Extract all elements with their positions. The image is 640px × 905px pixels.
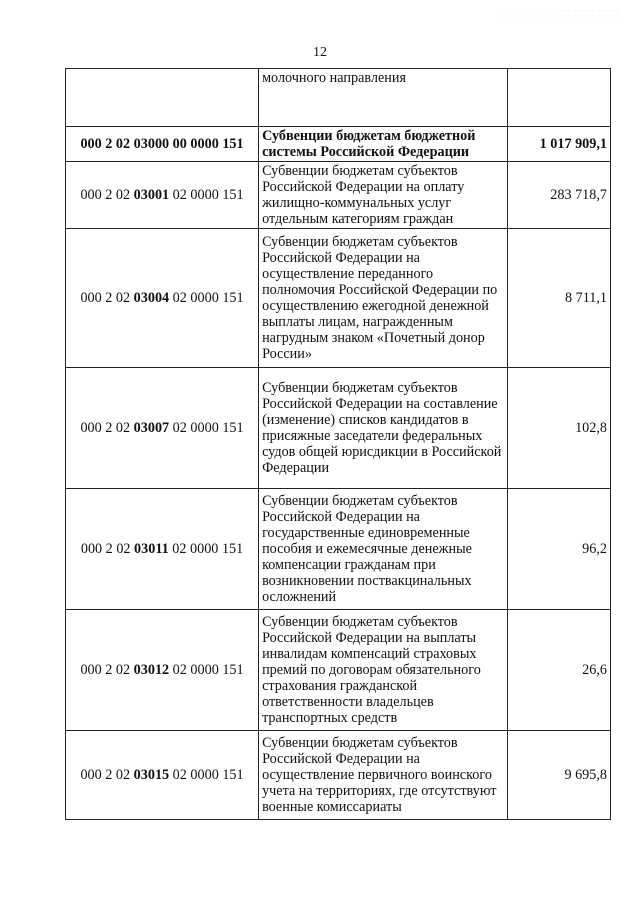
budget-code-prefix: 000 2 02: [80, 541, 135, 557]
budget-description-cell: [259, 229, 508, 368]
table-row: [66, 69, 611, 127]
budget-amount-cell: [508, 162, 611, 229]
budget-code-cell: [66, 368, 259, 489]
budget-amount-cell: [508, 368, 611, 489]
budget-description-cell: [259, 489, 508, 610]
table-row: [66, 489, 611, 610]
budget-code-prefix: 000 2 02: [80, 290, 134, 306]
scan-noise-mark: [502, 6, 622, 20]
budget-code-suffix: 02 0000 151: [169, 420, 244, 436]
budget-code-prefix: 000 2 02: [80, 187, 134, 203]
table-row: [66, 229, 611, 368]
budget-code-suffix: 02 0000 151: [169, 767, 244, 783]
budget-amount-cell: [508, 489, 611, 610]
budget-code-bold: 03004: [133, 290, 170, 306]
budget-description: Субвенции бюджетам субъектов Российской Федерации на составление (изменение) списков кандидатов в присяжные заседатели федеральных судов общей юрисдикции в Российской Федерации: [262, 380, 502, 476]
budget-code-cell: [66, 69, 259, 127]
budget-code-suffix: 02 0000 151: [169, 290, 244, 306]
budget-description-cell: [259, 127, 508, 162]
budget-code-prefix: 000 2 02: [80, 767, 134, 783]
budget-description: Субвенции бюджетам субъектов Российской Федерации на государственные единовременные пособия и ежемесячные денежные компенсации гражданам при возникновении поствакцинальных осложнений: [262, 493, 472, 605]
budget-description-cell: [259, 731, 508, 820]
budget-code-cell: [66, 610, 259, 731]
budget-description-cell: [259, 162, 508, 229]
budget-description: молочного направления: [262, 70, 406, 86]
budget-description-cell: [259, 610, 508, 731]
page-number: 12: [313, 45, 327, 60]
budget-code-cell: [66, 127, 259, 162]
budget-code-cell: [66, 229, 259, 368]
table-row: [66, 127, 611, 162]
budget-amount: 283 718,7: [550, 187, 607, 203]
budget-table: [65, 68, 611, 820]
table-row: [66, 731, 611, 820]
budget-description-cell: [259, 368, 508, 489]
budget-code-bold: 03012: [133, 662, 170, 678]
budget-amount: 9 695,8: [564, 767, 607, 783]
budget-amount: 102,8: [575, 420, 607, 436]
budget-description: Субвенции бюджетам субъектов Российской Федерации на осуществление переданного полномочия Российской Федерации по осуществлению ежегодной денежной выплаты лицам, награжденным нагрудным знаком «Почетный донор России»: [262, 234, 498, 362]
budget-code-cell: [66, 162, 259, 229]
budget-code-bold: 03007: [133, 420, 170, 436]
budget-code-suffix: 02 0000 151: [168, 541, 244, 557]
table-row: [66, 368, 611, 489]
table-row: [66, 162, 611, 229]
budget-amount: 96,2: [582, 541, 607, 557]
budget-amount-cell: [508, 610, 611, 731]
budget-amount-cell: [508, 127, 611, 162]
budget-code-prefix: 000 2 02: [80, 662, 134, 678]
budget-amount-cell: [508, 69, 611, 127]
budget-code-bold: 03001: [133, 187, 170, 203]
budget-code: 000 2 02 03000 00 0000 151: [80, 136, 244, 152]
budget-code-bold: 03015: [133, 767, 170, 783]
budget-code-cell: [66, 731, 259, 820]
budget-amount: 1 017 909,1: [539, 136, 607, 152]
budget-code-cell: [66, 489, 259, 610]
budget-description: Субвенции бюджетам субъектов Российской Федерации на оплату жилищно-коммунальных услуг отдельным категориям граждан: [262, 163, 465, 227]
budget-code-bold: 03011: [134, 541, 169, 557]
budget-code-prefix: 000 2 02: [80, 420, 134, 436]
budget-amount-cell: [508, 229, 611, 368]
table-row: [66, 610, 611, 731]
budget-amount: 26,6: [582, 662, 607, 678]
budget-amount-cell: [508, 731, 611, 820]
budget-code-suffix: 02 0000 151: [169, 662, 244, 678]
budget-description: Субвенции бюджетам субъектов Российской Федерации на осуществление первичного воинского учета на территориях, где отсутствуют военные комиссариаты: [262, 735, 497, 815]
budget-description: Субвенции бюджетам субъектов Российской Федерации на выплаты инвалидам компенсаций страховых премий по договорам обязательного страхования гражданской ответственности владельцев транспортных средств: [262, 614, 481, 726]
budget-description: Субвенции бюджетам бюджетной системы Российской Федерации: [262, 128, 476, 160]
budget-description-cell: [259, 69, 508, 127]
budget-amount: 8 711,1: [564, 290, 607, 306]
budget-code-suffix: 02 0000 151: [169, 187, 244, 203]
